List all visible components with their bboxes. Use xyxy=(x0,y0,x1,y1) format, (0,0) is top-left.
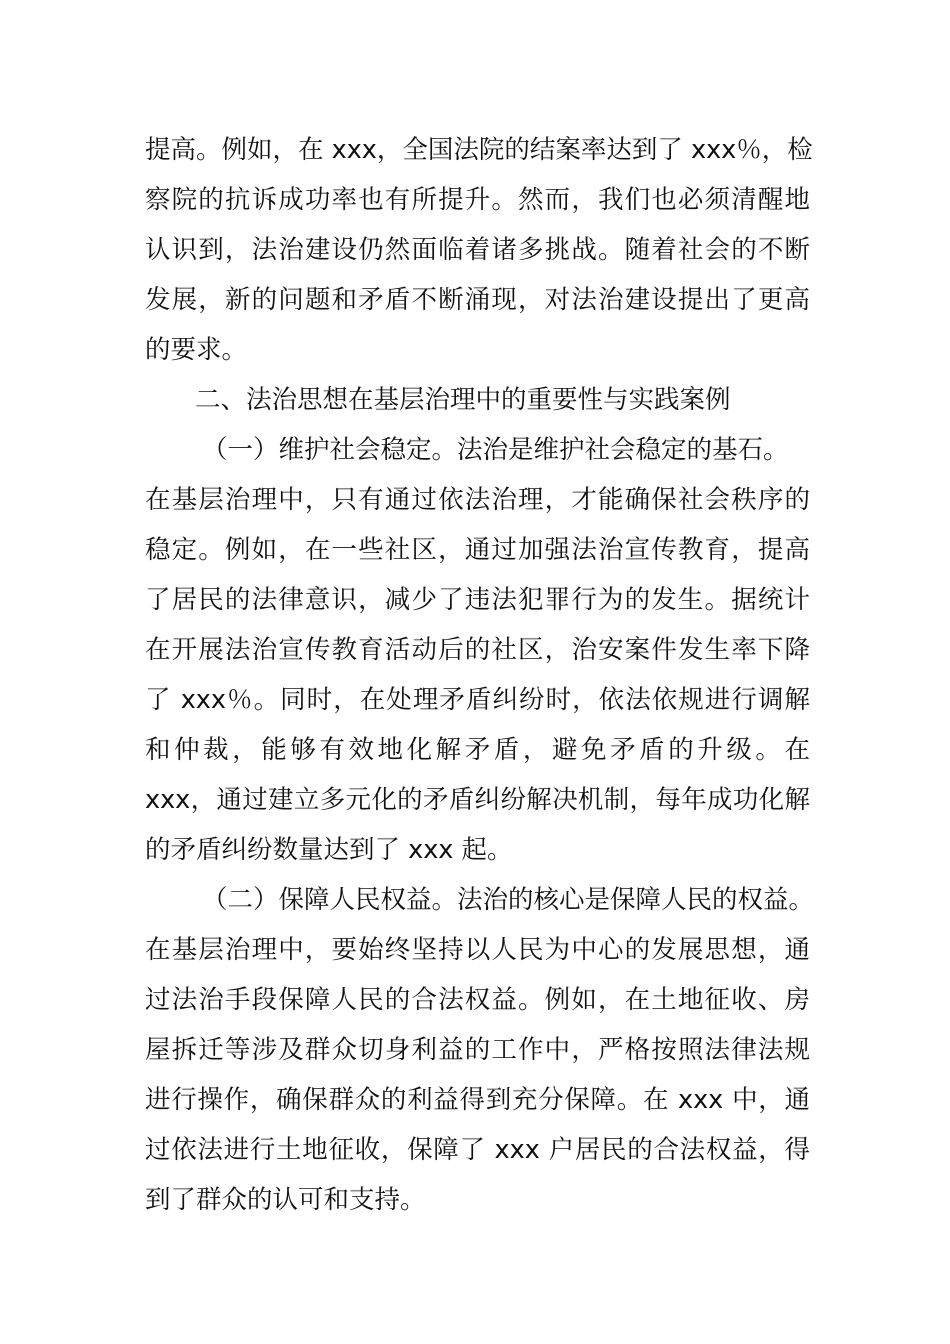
paragraph-line: 屋拆迁等涉及群众切身利益的工作中，严格按照法律法规 xyxy=(145,1035,810,1065)
subsection-heading: （二）保障人民权益。法治的核心是保障人民的权益。 xyxy=(202,885,815,915)
paragraph-line: 察院的抗诉成功率也有所提升。然而，我们也必须清醒地 xyxy=(145,185,810,215)
paragraph-line: 的要求。 xyxy=(145,335,248,365)
paragraph-line: 了居民的法律意识，减少了违法犯罪行为的发生。据统计 xyxy=(145,585,810,615)
paragraph-line: 认识到，法治建设仍然面临着诸多挑战。随着社会的不断 xyxy=(145,235,810,265)
paragraph-line: 过依法进行土地征收，保障了 xxx 户居民的合法权益，得 xyxy=(145,1135,810,1165)
paragraph-line: 发展，新的问题和矛盾不断涌现，对法治建设提出了更高 xyxy=(145,285,810,315)
paragraph-line: 进行操作，确保群众的利益得到充分保障。在 xxx 中，通 xyxy=(145,1085,810,1115)
paragraph-line: 和仲裁，能够有效地化解矛盾，避免矛盾的升级。在 xyxy=(145,735,810,765)
paragraph-line: 在基层治理中，只有通过依法治理，才能确保社会秩序的 xyxy=(145,485,810,515)
paragraph-line: 在基层治理中，要始终坚持以人民为中心的发展思想，通 xyxy=(145,935,810,965)
paragraph-line: 的矛盾纠纷数量达到了 xxx 起。 xyxy=(145,835,513,865)
subsection-heading: （一）维护社会稳定。法治是维护社会稳定的基石。 xyxy=(202,435,789,465)
document-body xyxy=(145,125,815,1225)
paragraph-line: 过法治手段保障人民的合法权益。例如，在土地征收、房 xyxy=(145,985,810,1015)
paragraph-line: 在开展法治宣传教育活动后的社区，治安案件发生率下降 xyxy=(145,635,810,665)
paragraph-line: 提高。例如，在 xxx，全国法院的结案率达到了 xxx％，检 xyxy=(145,135,813,165)
paragraph-line: xxx，通过建立多元化的矛盾纠纷解决机制，每年成功化解 xyxy=(145,785,810,815)
paragraph-line: 到了群众的认可和支持。 xyxy=(145,1185,426,1215)
paragraph-line: 稳定。例如，在一些社区，通过加强法治宣传教育，提高 xyxy=(145,535,810,565)
paragraph-line: 了 xxx％。同时，在处理矛盾纠纷时，依法依规进行调解 xyxy=(145,685,810,715)
section-heading: 二、法治思想在基层治理中的重要性与实践案例 xyxy=(195,385,731,415)
